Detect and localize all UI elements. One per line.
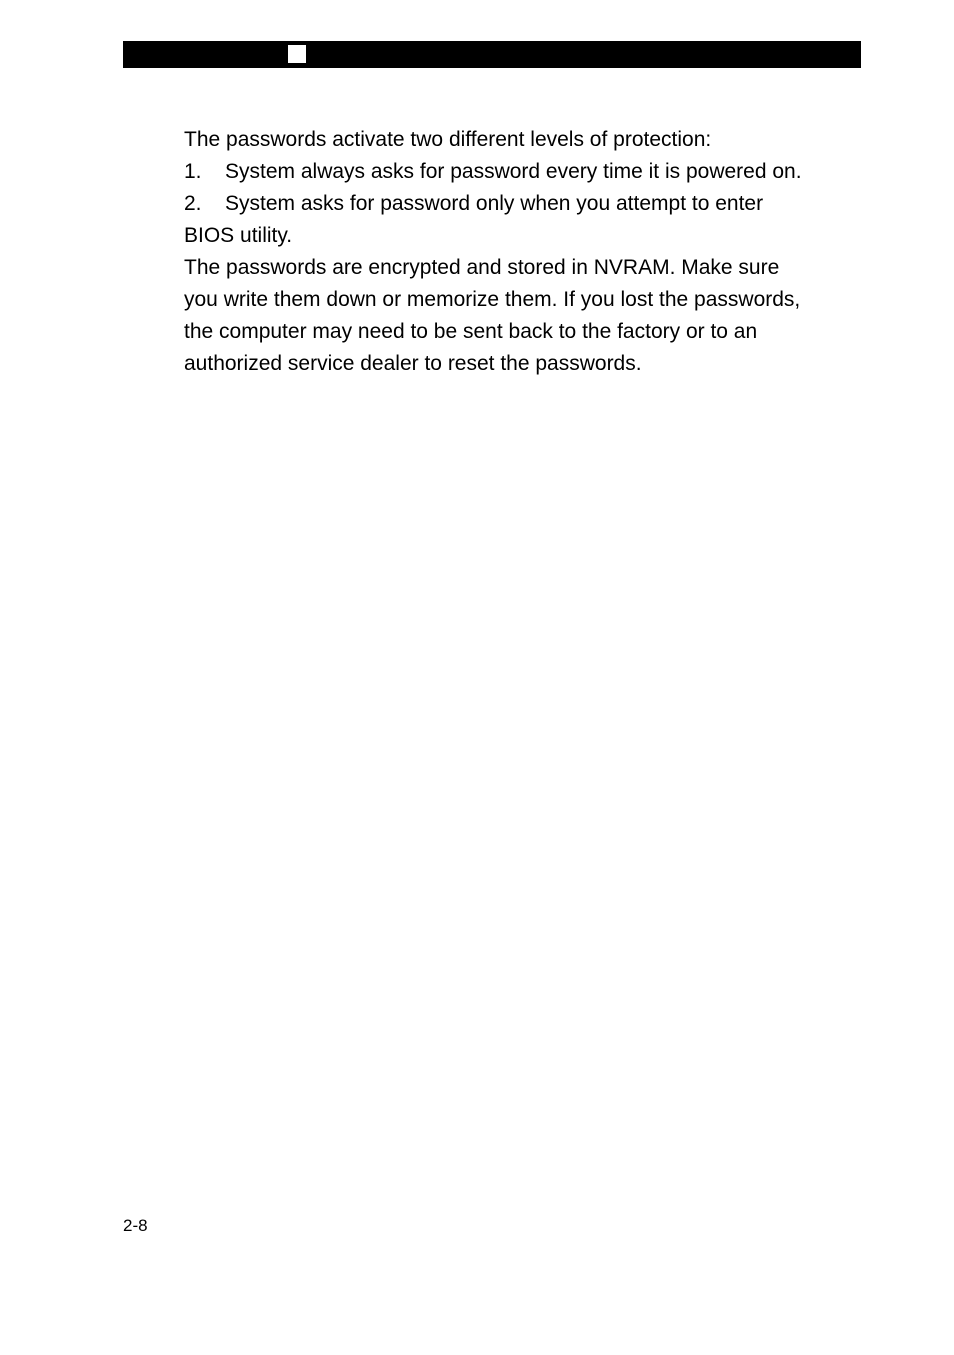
list-item: [184, 156, 864, 188]
page-number: 2-8: [123, 1216, 148, 1235]
list-number: 1.: [184, 160, 202, 183]
document-body: [184, 124, 864, 380]
intro-text: The passwords activate two different levels of protection:: [184, 128, 712, 151]
paragraph-line: The passwords are encrypted and stored in NVRAM. Make sure: [184, 256, 780, 279]
header-marker: [288, 45, 306, 63]
paragraph-line: the computer may need to be sent back to the factory or to an: [184, 320, 758, 343]
paragraph-line: authorized service dealer to reset the passwords.: [184, 352, 642, 375]
list-text: System always asks for password every time it is powered on.: [225, 160, 802, 183]
list-text: System asks for password only when you attempt to enter: [225, 192, 764, 215]
list-item: [184, 188, 864, 220]
paragraph-line: you write them down or memorize them. If you lost the passwords,: [184, 288, 801, 311]
header-bar: [123, 41, 861, 68]
list-number: 2.: [184, 192, 202, 215]
list-continuation: BIOS utility.: [184, 224, 293, 247]
